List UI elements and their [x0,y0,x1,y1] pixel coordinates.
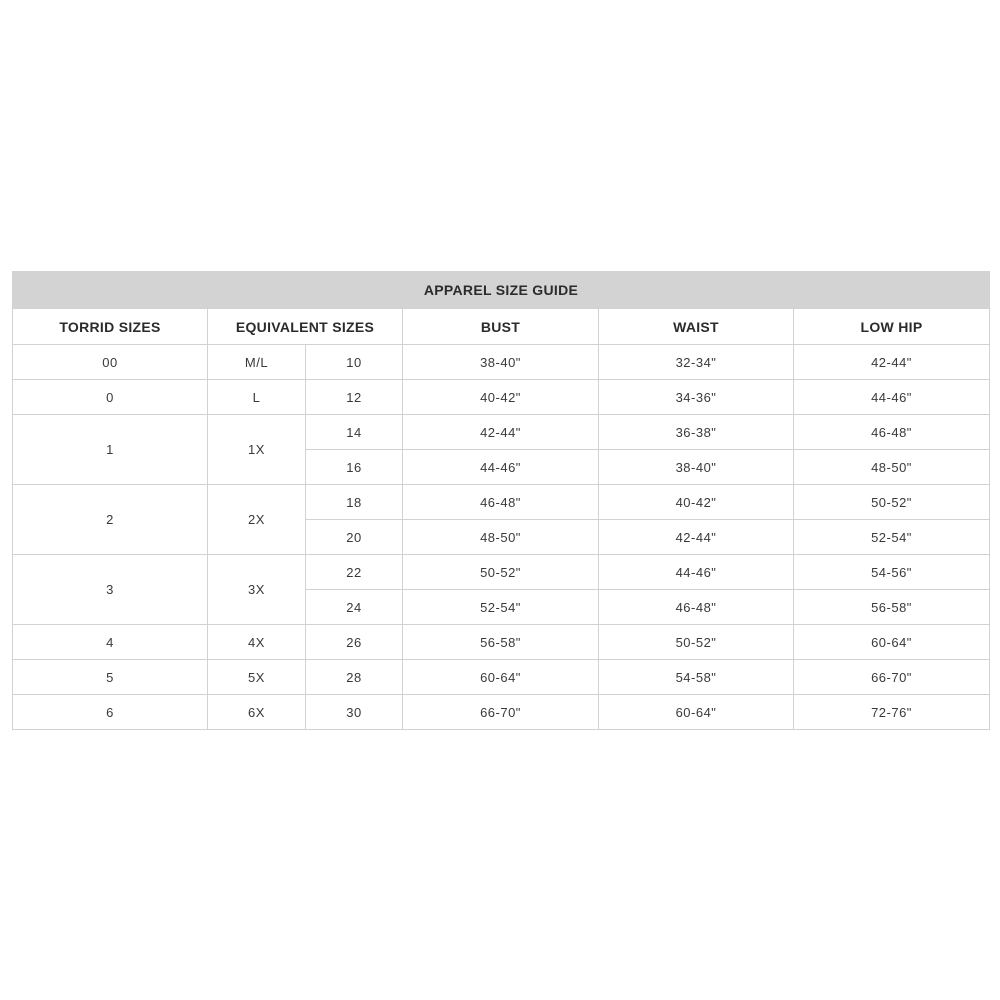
cell-bust: 52-54" [403,590,599,625]
cell-numeric-size: 14 [306,415,403,450]
cell-torrid-size: 0 [13,380,208,415]
cell-numeric-size: 10 [306,345,403,380]
cell-bust: 38-40" [403,345,599,380]
table-row [13,660,990,695]
cell-low-hip: 56-58" [794,590,990,625]
cell-numeric-size: 16 [306,450,403,485]
cell-numeric-size: 18 [306,485,403,520]
cell-letter-size: 4X [208,625,306,660]
cell-bust: 48-50" [403,520,599,555]
cell-torrid-size: 4 [13,625,208,660]
table-header-row [13,309,990,345]
table-row [13,345,990,380]
table-title: APPAREL SIZE GUIDE [13,272,990,309]
size-guide-table [12,271,990,730]
cell-waist: 40-42" [599,485,794,520]
cell-waist: 44-46" [599,555,794,590]
table-row [13,555,990,590]
cell-torrid-size: 00 [13,345,208,380]
cell-bust: 44-46" [403,450,599,485]
cell-numeric-size: 20 [306,520,403,555]
cell-waist: 54-58" [599,660,794,695]
cell-letter-size: 2X [208,485,306,555]
cell-low-hip: 60-64" [794,625,990,660]
cell-waist: 34-36" [599,380,794,415]
cell-waist: 50-52" [599,625,794,660]
cell-letter-size: 6X [208,695,306,730]
table-row [13,625,990,660]
cell-low-hip: 50-52" [794,485,990,520]
cell-numeric-size: 12 [306,380,403,415]
table-body [13,345,990,730]
header-bust: BUST [403,309,599,345]
cell-letter-size: 1X [208,415,306,485]
cell-torrid-size: 6 [13,695,208,730]
table-row [13,695,990,730]
cell-torrid-size: 3 [13,555,208,625]
cell-letter-size: 5X [208,660,306,695]
cell-bust: 56-58" [403,625,599,660]
cell-numeric-size: 30 [306,695,403,730]
cell-low-hip: 52-54" [794,520,990,555]
cell-numeric-size: 22 [306,555,403,590]
cell-low-hip: 44-46" [794,380,990,415]
cell-low-hip: 66-70" [794,660,990,695]
cell-waist: 38-40" [599,450,794,485]
cell-bust: 46-48" [403,485,599,520]
cell-numeric-size: 24 [306,590,403,625]
header-equivalent-sizes: EQUIVALENT SIZES [208,309,403,345]
cell-bust: 50-52" [403,555,599,590]
cell-numeric-size: 28 [306,660,403,695]
cell-numeric-size: 26 [306,625,403,660]
cell-torrid-size: 2 [13,485,208,555]
cell-low-hip: 46-48" [794,415,990,450]
cell-bust: 40-42" [403,380,599,415]
cell-torrid-size: 5 [13,660,208,695]
header-torrid-sizes: TORRID SIZES [13,309,208,345]
cell-waist: 42-44" [599,520,794,555]
table-row [13,415,990,450]
cell-letter-size: 3X [208,555,306,625]
cell-bust: 60-64" [403,660,599,695]
cell-letter-size: L [208,380,306,415]
cell-bust: 42-44" [403,415,599,450]
cell-bust: 66-70" [403,695,599,730]
cell-waist: 60-64" [599,695,794,730]
cell-waist: 32-34" [599,345,794,380]
table-title-row [13,272,990,309]
cell-waist: 36-38" [599,415,794,450]
header-low-hip: LOW HIP [794,309,990,345]
cell-low-hip: 72-76" [794,695,990,730]
cell-low-hip: 54-56" [794,555,990,590]
cell-waist: 46-48" [599,590,794,625]
cell-letter-size: M/L [208,345,306,380]
cell-low-hip: 48-50" [794,450,990,485]
cell-torrid-size: 1 [13,415,208,485]
table-row [13,380,990,415]
header-waist: WAIST [599,309,794,345]
cell-low-hip: 42-44" [794,345,990,380]
table-row [13,485,990,520]
